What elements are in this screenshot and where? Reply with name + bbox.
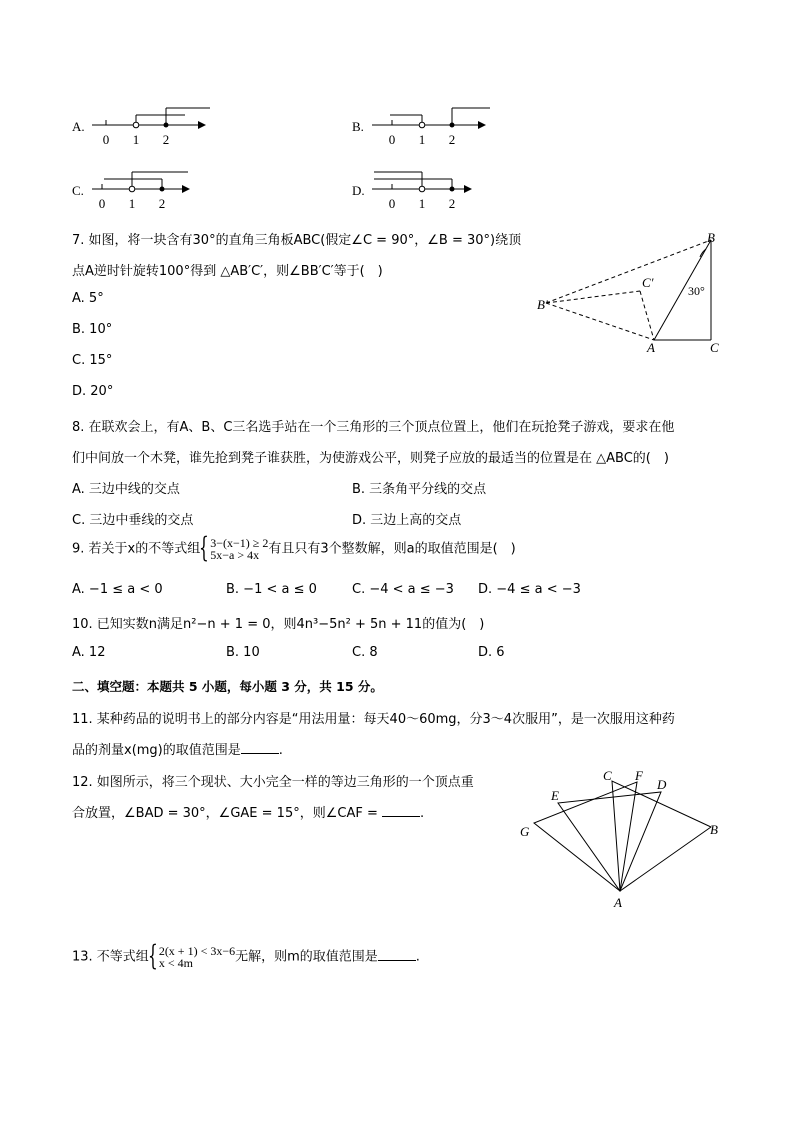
- section-heading: 二、填空题：本题共 5 小题，每小题 3 分，共 15 分。: [72, 679, 383, 694]
- q9-suffix: 有且只有3个整数解，则a的取值范围是( ): [268, 541, 516, 557]
- q7-option-a: A. 5°: [72, 291, 104, 306]
- label-b: B: [710, 822, 718, 837]
- answer-blank[interactable]: [382, 804, 420, 817]
- q10-option-c: C. 8: [352, 645, 378, 660]
- answer-blank[interactable]: [241, 741, 279, 754]
- tick-2: 2: [448, 132, 456, 147]
- q7-option-c: C. 15°: [72, 353, 113, 368]
- number-line-a: [90, 104, 220, 148]
- q11-line2: [72, 739, 283, 758]
- label-a: A: [647, 340, 655, 355]
- label-angle: 30°: [688, 284, 705, 298]
- q7-option-b: B. 10°: [72, 322, 113, 337]
- q11-end: .: [278, 743, 283, 758]
- tick-2: 2: [448, 196, 456, 211]
- q8-option-c: C. 三边中垂线的交点: [72, 513, 194, 528]
- label-c-prime: C′: [642, 275, 654, 290]
- q11-line1: 11. 某种药品的说明书上的部分内容是“用法用量：每天40～60mg，分3～4次服用”，是一次服用这种药: [72, 712, 675, 727]
- q13-system: [149, 945, 235, 969]
- q9-prefix: 9. 若关于x的不等式组: [72, 541, 201, 557]
- option-letter: C.: [72, 183, 84, 198]
- q13-prefix: 13. 不等式组: [72, 949, 149, 965]
- label-a: A: [614, 895, 622, 910]
- q13-end: .: [415, 949, 420, 965]
- tick-0: 0: [388, 132, 396, 147]
- label-c: C: [603, 768, 612, 783]
- q13-sys-line1: { 2(x + 1) < 3x−6: [158, 944, 236, 958]
- tick-0: 0: [102, 132, 110, 147]
- q8-option-b: B. 三条角平分线的交点: [352, 482, 487, 497]
- q10-stem: 10. 已知实数n满足n²−n + 1 = 0，则4n³−5n² + 5n + 11的值为( ): [72, 617, 485, 632]
- q8-option-a: A. 三边中线的交点: [72, 482, 180, 497]
- q9-sys-line2: 5x−a > 4x: [210, 548, 260, 562]
- q13-stem: [72, 945, 420, 969]
- q12-end: .: [419, 806, 425, 821]
- number-line-c: [90, 168, 200, 212]
- q9-option-a: A. −1 ≤ a < 0: [72, 582, 163, 597]
- q12-line1: 12. 如图所示，将三个现状、大小完全一样的等边三角形的一个顶点重: [72, 775, 474, 790]
- q9-sys-line1: { 3−(x−1) ≥ 2: [210, 536, 269, 550]
- q12-triangles-figure: [515, 765, 730, 910]
- q9-stem: [72, 537, 516, 561]
- q9-option-c: C. −4 < a ≤ −3: [352, 582, 454, 597]
- q13-suffix: 无解，则m的取值范围是: [235, 949, 378, 965]
- q8-line2: 们中间放一个木凳，谁先抢到凳子谁获胜，为使游戏公平，则凳子应放的最适当的位置是在 △ABC的( ): [72, 451, 669, 466]
- q10-option-a: A. 12: [72, 645, 106, 660]
- q10-option-b: B. 10: [226, 645, 260, 660]
- tick-1: 1: [418, 196, 426, 211]
- label-g: G: [520, 824, 530, 839]
- q7-line2: 点A逆时针旋转100°得到 △AB′C′，则∠BB′C′等于( ): [72, 264, 383, 279]
- q7-triangle-figure: [530, 225, 730, 360]
- q9-system: [200, 537, 268, 561]
- label-f: F: [635, 768, 643, 783]
- label-c: C: [710, 340, 719, 355]
- option-letter: A.: [72, 119, 85, 134]
- tick-1: 1: [418, 132, 426, 147]
- q12-line2-text: 合放置，∠BAD = 30°，∠GAE = 15°，则∠CAF =: [72, 806, 378, 821]
- q8-line1: 8. 在联欢会上，有A、B、C三名选手站在一个三角形的三个顶点位置上，他们在玩抢凳子游戏，要求在他: [72, 420, 675, 435]
- label-e: E: [551, 788, 559, 803]
- q11-line2-text: 品的剂量x(mg)的取值范围是: [72, 743, 241, 758]
- tick-1: 1: [132, 132, 140, 147]
- q12-line2: [72, 802, 424, 821]
- q13-sys-line2: x < 4m: [158, 956, 193, 970]
- option-letter: D.: [352, 183, 365, 198]
- q7-option-d: D. 20°: [72, 384, 114, 399]
- option-letter: B.: [352, 119, 364, 134]
- tick-0: 0: [388, 196, 396, 211]
- label-d: D: [657, 777, 667, 792]
- q8-option-d: D. 三边上高的交点: [352, 513, 462, 528]
- tick-2: 2: [158, 196, 166, 211]
- q9-option-b: B. −1 < a ≤ 0: [226, 582, 317, 597]
- q7-line1: 7. 如图，将一块含有30°的直角三角板ABC(假定∠C = 90°，∠B = 30°)绕顶: [72, 233, 522, 248]
- number-line-b: [370, 104, 500, 148]
- tick-1: 1: [128, 196, 136, 211]
- q10-option-d: D. 6: [478, 645, 505, 660]
- number-line-d: [370, 168, 480, 212]
- tick-2: 2: [162, 132, 170, 147]
- tick-0: 0: [98, 196, 106, 211]
- q9-option-d: D. −4 ≤ a < −3: [478, 582, 581, 597]
- label-b-prime: B′: [537, 297, 548, 312]
- answer-blank[interactable]: [378, 948, 416, 961]
- label-b: B: [707, 230, 715, 245]
